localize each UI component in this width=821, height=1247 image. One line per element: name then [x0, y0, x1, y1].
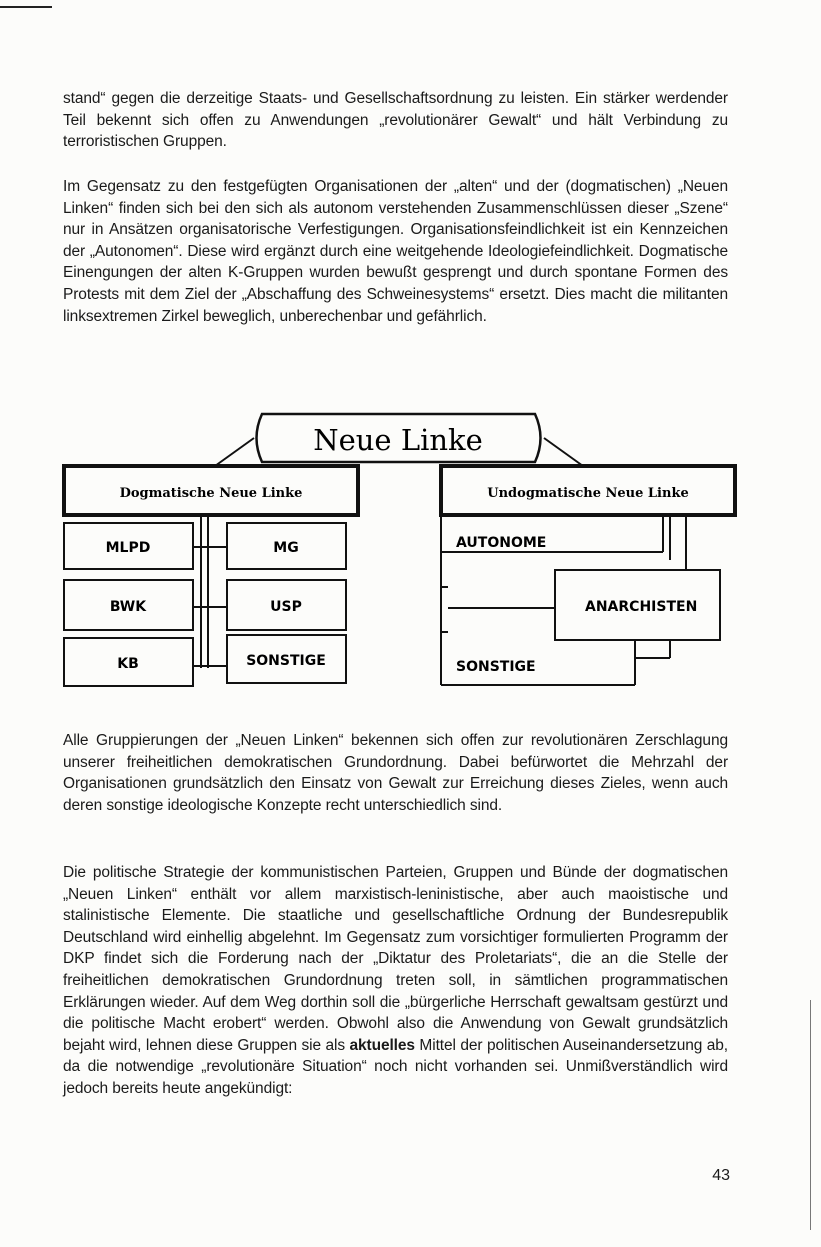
box-sonstige-right: SONSTIGE — [456, 659, 536, 675]
scan-edge-mark — [0, 6, 52, 8]
scan-edge-mark-right — [810, 1000, 811, 1230]
heading-undogmatische: Undogmatische Neue Linke — [487, 486, 689, 501]
box-kb: KB — [117, 656, 139, 672]
box-autonome: AUTONOME — [456, 535, 547, 551]
box-bwk: BWK — [109, 599, 147, 615]
paragraph-4-bold-word: aktuelles — [349, 1036, 415, 1054]
paragraph-1: stand“ gegen die derzeitige Staats- und Gesellschaftsordnung zu leisten. Ein stärker werdender Teil bekennt sich offen zu Anwendungen „revolutionärer Gewalt“ und hält Verbindung zu terroristischen Gruppen. — [63, 90, 728, 151]
box-mlpd: MLPD — [105, 540, 151, 556]
heading-dogmatische: Dogmatische Neue Linke — [119, 486, 303, 501]
box-anarchisten: ANARCHISTEN — [585, 599, 698, 615]
page-number: 43 — [712, 1167, 730, 1184]
paragraph-2: Im Gegensatz zu den festgefügten Organisationen der „alten“ und der (dogmatischen) „Neuen Linken“ finden sich bei den sich als autonom verstehenden Zusammenschlüssen dieser „Szene“ nur in Ansätzen organisatorische Verfestigungen. Organisationsfeindlichkeit ist ein Kennzeichen der „Autonomen“. Diese wird ergänzt durch eine weitgehende Ideologiefeindlichkeit. Dogmatische Einengungen der alten K-Gruppen wurden bewußt gesprengt und durch spontane Formen des Protests mit dem Ziel der „Abschaffung des Schweinesystems“ ersetzt. Dies macht die militanten linksextremen Zirkel beweglich, unberechenbar und gefährlich. — [63, 178, 728, 325]
paragraph-4 — [63, 862, 728, 1100]
diagram-title: Neue Linke — [313, 423, 483, 457]
paragraph-4-part-1: Die politische Strategie der kommunistischen Parteien, Gruppen und Bünde der dogmatischen „Neuen Linken“ enthält vor allem marxistisch-leninistische, aber auch maoistische und stalinistische Elemente. Die staatliche und gesellschaftliche Ordnung der Bundesrepublik Deutschland wird einhellig abgelehnt. Im Gegensatz zum vorsichtiger formulierten Programm der DKP findet sich die Forderung nach der „Diktatur des Proletariats“, die an die Stelle der freiheitlichen demokratischen Grundordnung treten soll, in sämtlichen programmatischen Erklärungen wieder. Auf dem Weg dorthin soll die „bürgerliche Herrschaft gewaltsam gestürzt und die politische Macht erobert“ werden. Obwohl also die Anwendung von Gewalt grundsätzlich bejaht wird, lehnen diese Gruppen sie als — [63, 864, 728, 1054]
paragraph-3: Alle Gruppierungen der „Neuen Linken“ bekennen sich offen zur revolutionären Zerschlagung unserer freiheitlichen demokratischen Grundordnung. Dabei befürwortet die Mehrzahl der Organisationen grundsätzlich den Einsatz von Gewalt zur Erreichung dieses Zieles, wenn auch deren sonstige ideologische Konzepte recht unterschiedlich sind. — [63, 732, 728, 814]
paragraph-4-part-2: Mittel der politischen Auseinandersetzung ab, da die notwendige „revolutionäre Situation“ noch nicht vorhanden sei. Unmißverständlich wird jedoch bereits heute angekündigt: — [63, 1036, 729, 1097]
box-sonstige-left: SONSTIGE — [246, 653, 326, 669]
box-usp: USP — [270, 599, 302, 615]
box-mg: MG — [273, 540, 299, 556]
